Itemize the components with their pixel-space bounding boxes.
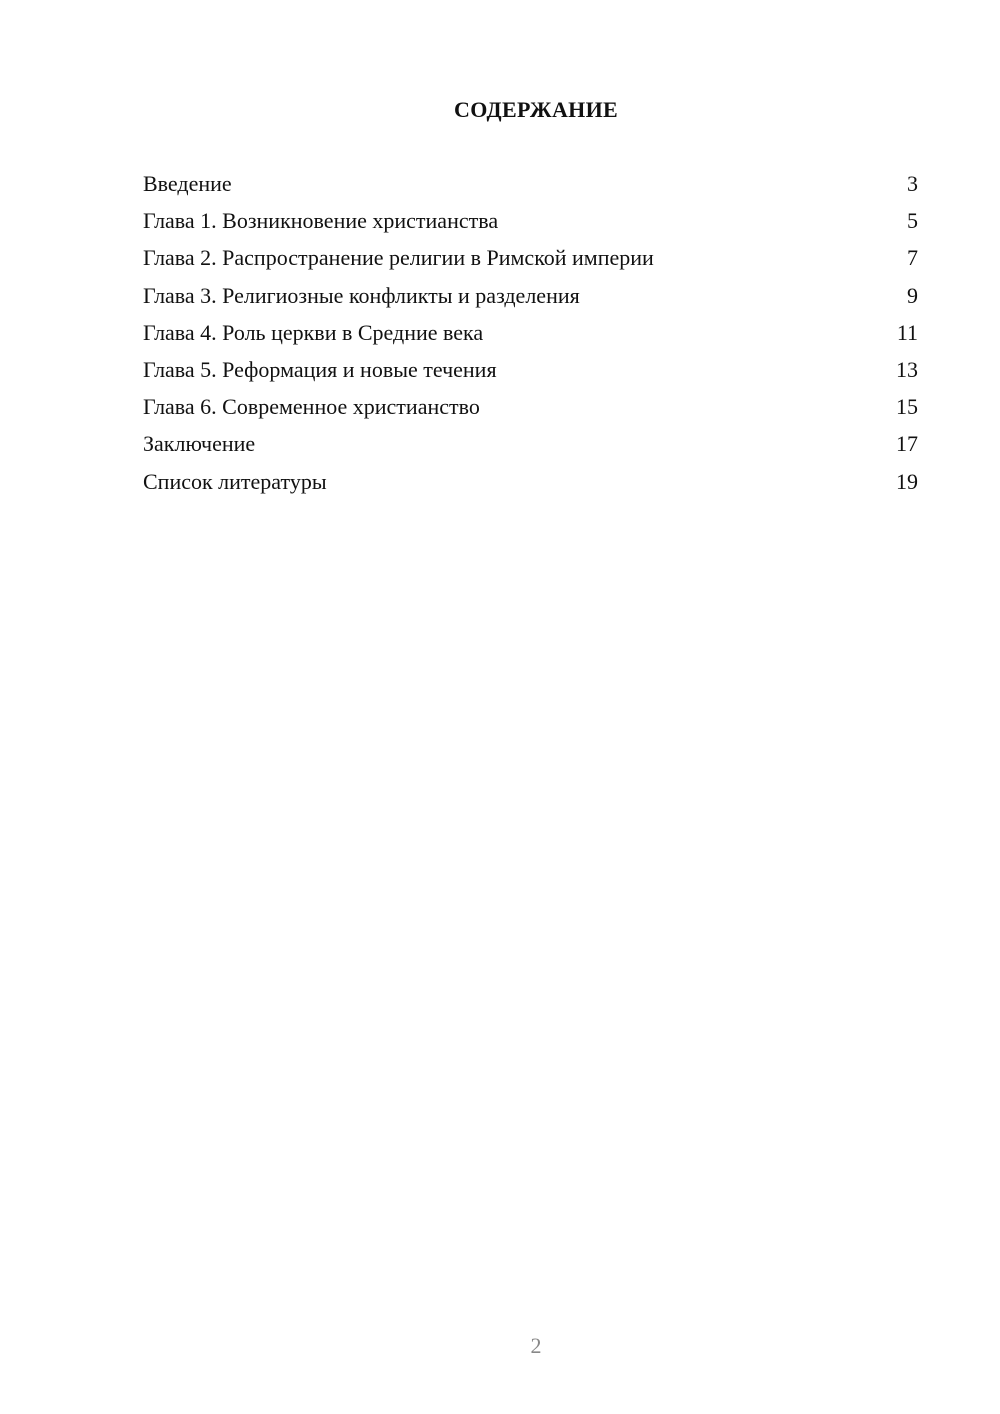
toc-entry-page: 9 <box>907 282 918 308</box>
toc-entry-label: Глава 6. Современное христианство <box>143 394 480 420</box>
toc-entry-label: Список литературы <box>143 468 327 494</box>
table-of-contents <box>143 168 918 503</box>
toc-entry <box>143 205 918 242</box>
toc-entry-label: Заключение <box>143 431 256 457</box>
toc-entry <box>143 242 918 279</box>
toc-entry <box>143 168 918 205</box>
toc-entry-page: 7 <box>907 245 918 271</box>
toc-entry-label: Глава 4. Роль церкви в Средние века <box>143 319 484 345</box>
toc-entry-page: 19 <box>896 468 918 494</box>
toc-entry-label: Введение <box>143 171 232 196</box>
toc-entry-page: 15 <box>896 394 918 420</box>
toc-entry <box>143 280 918 317</box>
page-title: СОДЕРЖАНИЕ <box>454 97 618 122</box>
toc-entry <box>143 466 918 503</box>
toc-entry <box>143 354 918 391</box>
toc-entry-page: 13 <box>896 356 918 382</box>
toc-entry-label: Глава 1. Возникновение христианства <box>143 208 499 234</box>
toc-entry-page: 11 <box>896 319 918 345</box>
toc-entry <box>143 317 918 354</box>
toc-entry <box>143 391 918 428</box>
toc-entry-page: 3 <box>907 171 918 196</box>
page-number: 2 <box>530 1333 542 1358</box>
toc-entry <box>143 428 918 465</box>
toc-entry-label: Глава 3. Религиозные конфликты и разделения <box>143 282 580 308</box>
toc-entry-label: Глава 2. Распространение религии в Римской империи <box>143 245 654 271</box>
toc-entry-page: 17 <box>896 431 918 457</box>
toc-entry-label: Глава 5. Реформация и новые течения <box>143 356 497 382</box>
toc-entry-page: 5 <box>907 208 918 234</box>
